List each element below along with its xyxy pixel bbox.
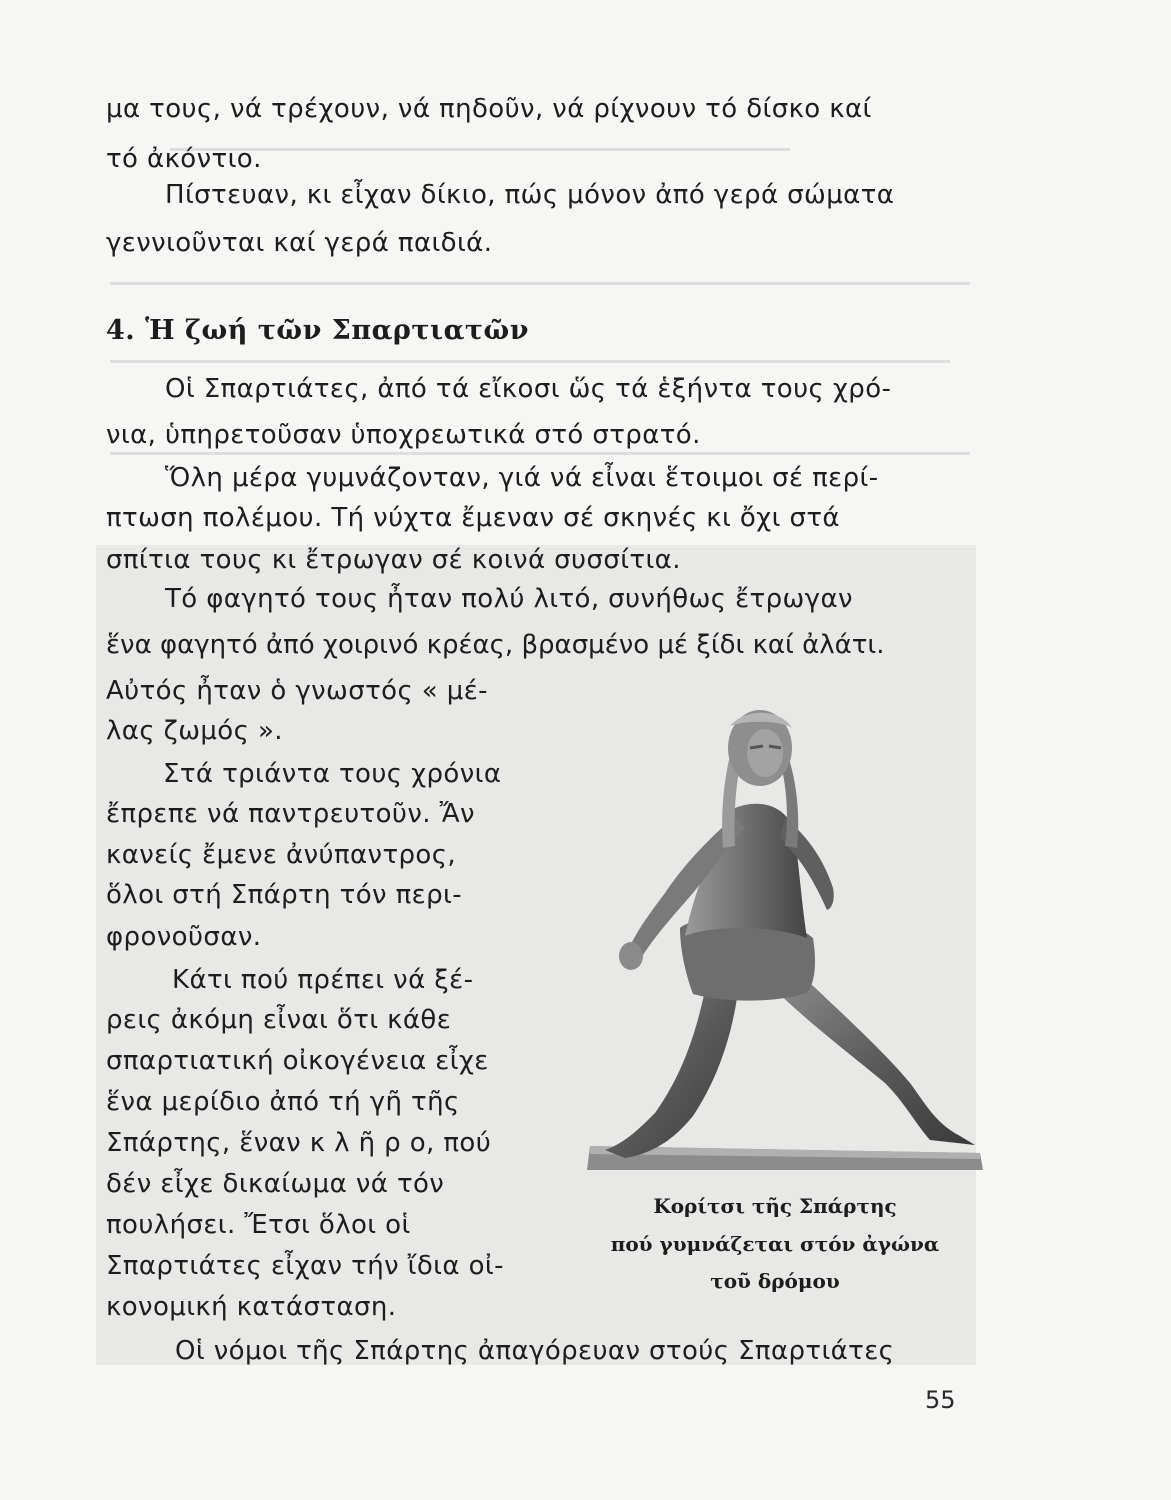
body-line: δέν εἶχε δικαίωμα νά τόν	[106, 1169, 445, 1199]
body-line: πτωση πολέμου. Τή νύχτα ἔμεναν σέ σκηνές κι ὄχι στά	[106, 503, 840, 533]
body-line: ἔπρεπε νά παντρευτοῦν. Ἄν	[106, 799, 475, 829]
body-line: Οἱ νόμοι τῆς Σπάρτης ἀπαγόρευαν στούς Σπαρτιάτες	[175, 1336, 895, 1366]
body-line: κανείς ἔμενε ἀνύπαντρος,	[106, 840, 457, 870]
body-line: Ὅλη μέρα γυμνάζονταν, γιά νά εἶναι ἕτοιμοι σέ περί-	[165, 463, 879, 493]
photo-caption-line: τοῦ δρόμου	[710, 1269, 840, 1293]
body-line: ἕνα φαγητό ἀπό χοιρινό κρέας, βρασμένο μέ ξίδι καί ἀλάτι.	[106, 630, 885, 660]
body-line: πουλήσει. Ἔτσι ὅλοι οἱ	[106, 1210, 411, 1240]
body-line: Στά τριάντα τους χρόνια	[163, 759, 502, 789]
photo-caption-line: πού γυμνάζεται στόν ἀγώνα	[610, 1232, 940, 1256]
section-heading: 4. Ἡ ζωή τῶν Σπαρτιατῶν	[106, 315, 529, 346]
body-line: Πίστευαν, κι εἶχαν δίκιο, πώς μόνον ἀπό γερά σώματα	[165, 180, 895, 210]
body-line: Σπαρτιάτες εἶχαν τήν ἴδια οἰ-	[106, 1251, 504, 1281]
bleed-line	[110, 360, 950, 363]
body-line: σπαρτιατική οἰκογένεια εἶχε	[106, 1046, 489, 1076]
body-line: μα τους, νά τρέχουν, νά πηδοῦν, νά ρίχνουν τό δίσκο καί	[106, 94, 872, 124]
body-line: νια, ὑπηρετοῦσαν ὑποχρεωτικά στό στρατό.	[106, 420, 701, 450]
body-line: Τό φαγητό τους ἦταν πολύ λιτό, συνήθως ἔτρωγαν	[165, 584, 853, 614]
bleed-line	[110, 282, 970, 285]
body-line: σπίτια τους κι ἔτρωγαν σέ κοινά συσσίτια.	[106, 545, 681, 575]
bleed-line	[170, 148, 790, 151]
photo-caption-line: Κορίτσι τῆς Σπάρτης	[653, 1194, 897, 1218]
body-line: φρονοῦσαν.	[106, 922, 262, 952]
body-line: τό ἀκόντιο.	[106, 144, 262, 174]
body-line: Οἱ Σπαρτιάτες, ἀπό τά εἴκοσι ὥς τά ἑξήντα τους χρό-	[165, 374, 892, 404]
body-line: ὅλοι στή Σπάρτη τόν περι-	[106, 880, 462, 910]
body-line: Σπάρτης, ἕναν κ λ ῆ ρ ο, πού	[106, 1128, 492, 1158]
body-line: ρεις ἀκόμη εἶναι ὅτι κάθε	[106, 1005, 452, 1035]
page-number: 55	[925, 1386, 956, 1414]
body-line: γεννιοῦνται καί γερά παιδιά.	[106, 228, 493, 258]
body-line: λας ζωμός ».	[106, 716, 283, 746]
body-line: Κάτι πού πρέπει νά ξέ-	[172, 965, 474, 995]
body-line: ἕνα μερίδιο ἀπό τή γῆ τῆς	[106, 1087, 460, 1117]
body-line: Αὐτός ἦταν ὁ γνωστός « μέ-	[106, 676, 488, 706]
body-line: κονομική κατάσταση.	[106, 1292, 397, 1322]
bleed-line	[110, 452, 970, 455]
spartan-girl-statuette-photo	[585, 698, 983, 1176]
